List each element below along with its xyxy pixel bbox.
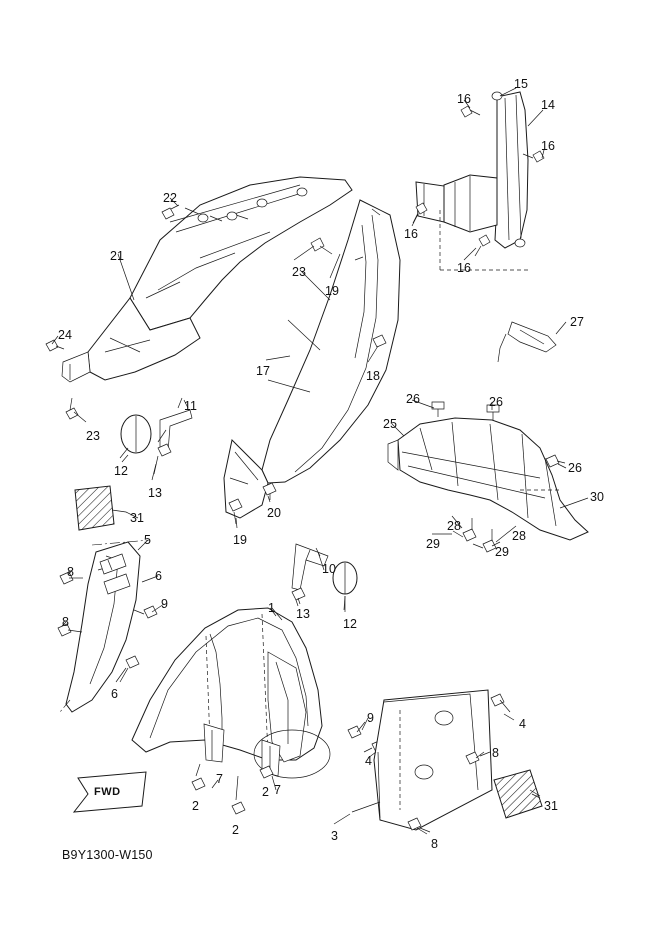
part-group-right-lower-cover <box>352 690 542 834</box>
callout-number: 30 <box>590 490 604 504</box>
callout-number: 26 <box>568 461 582 475</box>
callout-number: 31 <box>544 799 558 813</box>
callout-number: 31 <box>130 511 144 525</box>
callout-number: 18 <box>366 369 380 383</box>
part-group-bracket-10-13 <box>292 544 357 610</box>
callout-number: 20 <box>267 506 281 520</box>
callout-number: 16 <box>404 227 418 241</box>
callout-number: 23 <box>292 265 306 279</box>
callout-number: 16 <box>541 139 555 153</box>
callout-number: 5 <box>144 533 151 547</box>
callout-number: 23 <box>86 429 100 443</box>
callout-number: 13 <box>296 607 310 621</box>
callout-number: 29 <box>426 537 440 551</box>
callout-number: 25 <box>383 417 397 431</box>
callout-number: 4 <box>519 717 526 731</box>
callout-number: 16 <box>457 92 471 106</box>
callout-number: 8 <box>67 565 74 579</box>
callout-number: 9 <box>161 597 168 611</box>
callout-number: 15 <box>514 77 528 91</box>
callout-number: 22 <box>163 191 177 205</box>
callout-number: 1 <box>268 601 275 615</box>
callout-number: 17 <box>256 364 270 378</box>
callout-number: 14 <box>541 98 555 112</box>
callout-number: 29 <box>495 545 509 559</box>
diagram-code: B9Y1300-W150 <box>62 848 153 862</box>
part-group-rear-bracket <box>413 92 544 270</box>
part-group-rear-fender <box>388 322 588 552</box>
callout-number: 8 <box>62 615 69 629</box>
callout-number: 6 <box>111 687 118 701</box>
callout-number: 21 <box>110 249 124 263</box>
callout-number: 4 <box>365 754 372 768</box>
callout-number: 7 <box>216 772 223 786</box>
fwd-label: FWD <box>94 786 121 798</box>
callout-number: 2 <box>232 823 239 837</box>
callout-number: 9 <box>367 711 374 725</box>
callout-number: 12 <box>114 464 128 478</box>
callout-number: 2 <box>192 799 199 813</box>
part-front-fender <box>132 608 385 814</box>
callout-number: 19 <box>325 284 339 298</box>
callout-number: 11 <box>184 399 197 413</box>
callout-number: 8 <box>431 837 438 851</box>
callout-number: 6 <box>155 569 162 583</box>
callout-number: 26 <box>489 395 503 409</box>
callout-number: 3 <box>331 829 338 843</box>
callout-number: 28 <box>447 519 461 533</box>
callout-number: 8 <box>492 746 499 760</box>
callout-number: 24 <box>58 328 72 342</box>
callout-number: 10 <box>322 562 336 576</box>
callout-number: 27 <box>570 315 584 329</box>
callout-number: 12 <box>343 617 357 631</box>
callout-number: 16 <box>457 261 471 275</box>
callout-number: 19 <box>233 533 247 547</box>
callout-number: 13 <box>148 486 162 500</box>
part-reflector-upper <box>75 486 126 530</box>
callout-number: 7 <box>274 783 281 797</box>
part-group-bracket-11-13 <box>121 398 192 474</box>
callout-number: 28 <box>512 529 526 543</box>
callout-number: 26 <box>406 392 420 406</box>
callout-number: 2 <box>262 785 269 799</box>
